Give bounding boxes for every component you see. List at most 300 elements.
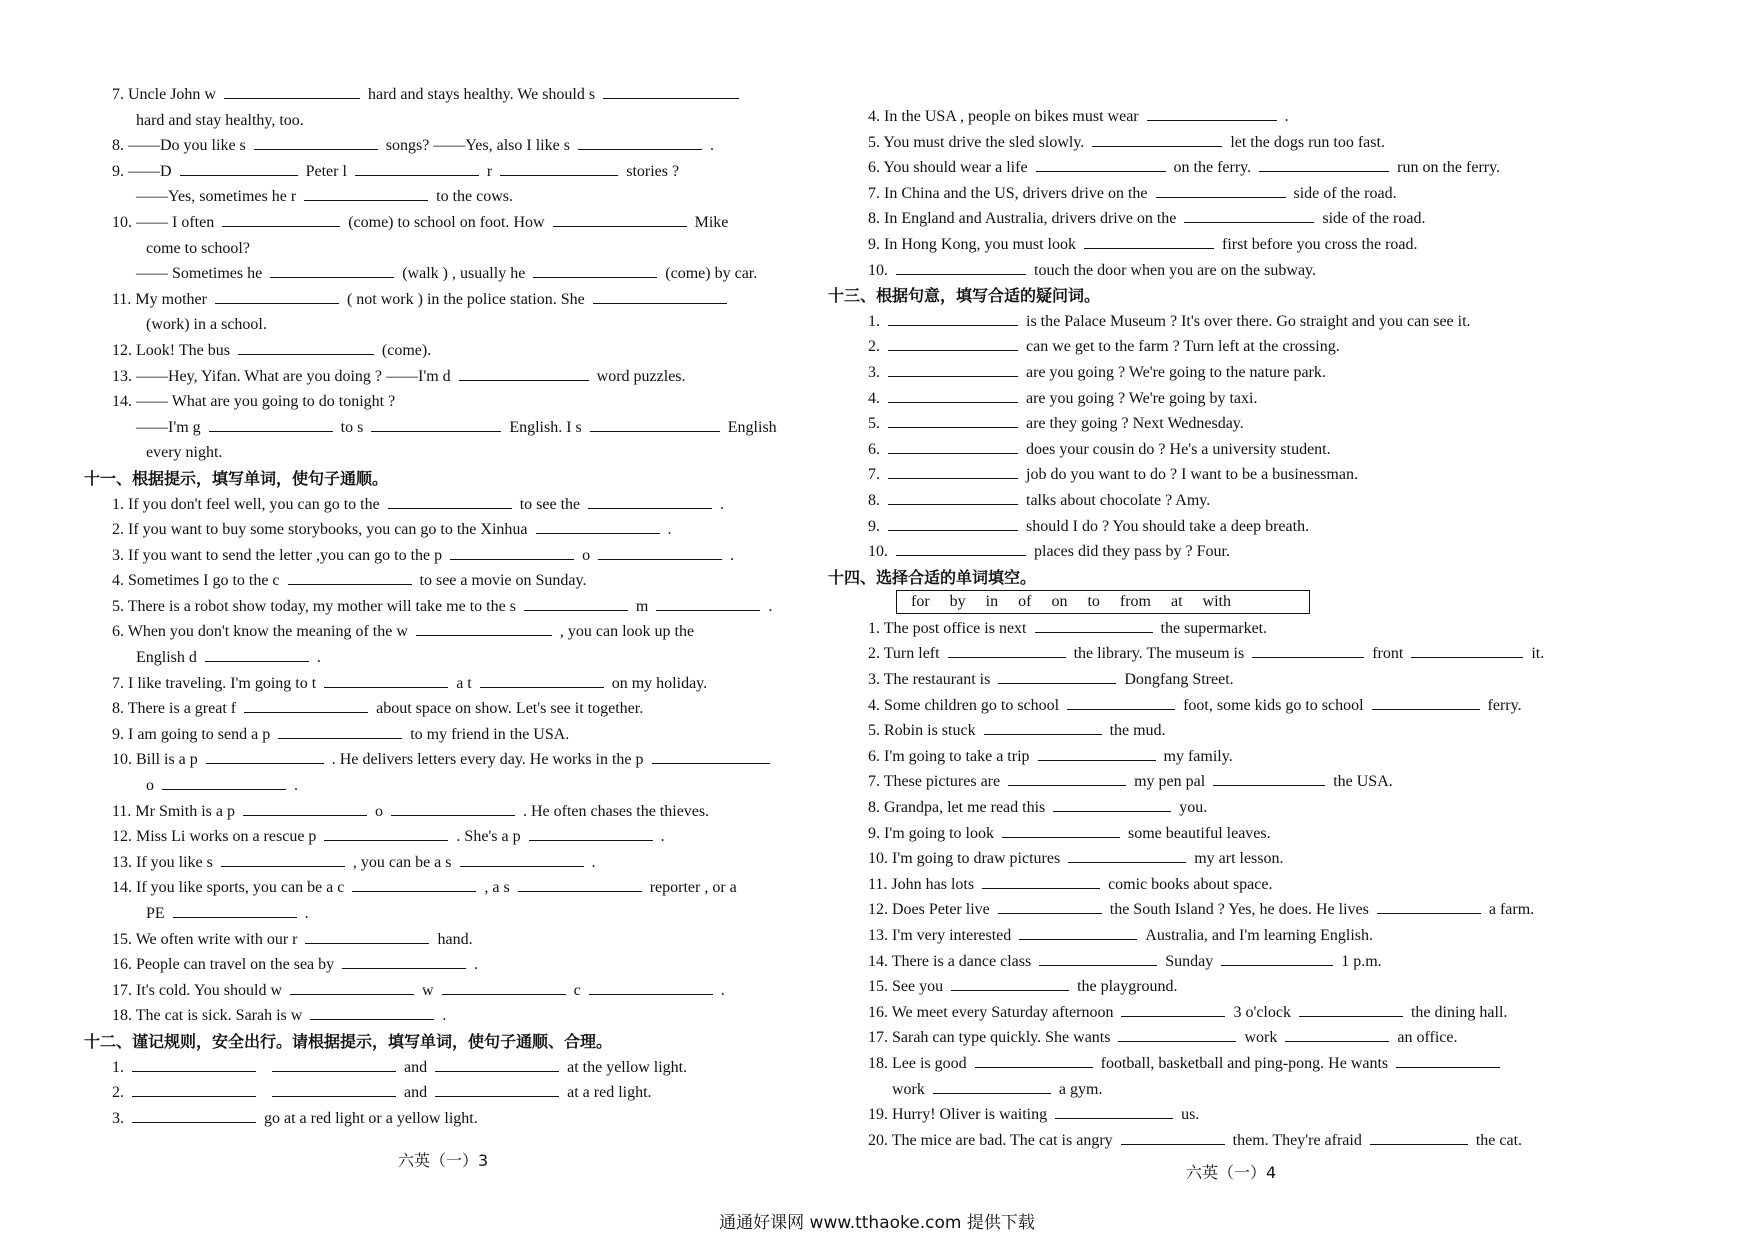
answer-blank[interactable] — [1147, 104, 1277, 121]
answer-blank[interactable] — [984, 718, 1102, 735]
exercise-line — [868, 386, 1638, 412]
exercise-text: 14. If you like sports, you can be a c — [112, 879, 345, 897]
exercise-text: to see the — [519, 495, 581, 513]
exercise-text: and — [404, 1058, 428, 1076]
answer-blank[interactable] — [205, 645, 309, 662]
exercise-text: . — [442, 1007, 447, 1025]
exercise-text: them. They're afraid — [1232, 1131, 1362, 1149]
exercise-line — [112, 1055, 824, 1081]
answer-blank[interactable] — [1036, 155, 1166, 172]
answer-blank[interactable] — [1092, 130, 1222, 147]
answer-blank[interactable] — [888, 411, 1018, 428]
exercise-text: 十三、根据句意，填写合适的疑问词。 — [828, 286, 1101, 306]
answer-blank[interactable] — [324, 824, 448, 841]
exercise-line — [112, 671, 824, 697]
exercise-text: it. — [1531, 645, 1545, 663]
exercise-text: . — [720, 495, 725, 513]
answer-blank[interactable] — [518, 875, 642, 892]
exercise-line — [112, 1003, 824, 1029]
answer-blank[interactable] — [222, 210, 340, 227]
exercise-line — [868, 923, 1638, 949]
exercise-line — [112, 901, 824, 927]
exercise-text: Mike — [694, 213, 729, 231]
exercise-line — [868, 437, 1638, 463]
exercise-text: English d — [136, 649, 197, 667]
exercise-text: 1 p.m. — [1341, 952, 1382, 970]
exercise-text: 2. If you want to buy some storybooks, you can go to the Xinhua — [112, 521, 528, 539]
exercise-line — [112, 543, 824, 569]
answer-blank[interactable] — [173, 901, 297, 918]
exercise-text: 2. — [868, 338, 880, 356]
answer-blank[interactable] — [435, 1055, 559, 1072]
exercise-line — [868, 897, 1638, 923]
answer-blank[interactable] — [132, 1106, 256, 1123]
exercise-text: Australia, and I'm learning English. — [1145, 927, 1373, 944]
answer-blank[interactable] — [450, 543, 574, 560]
answer-blank[interactable] — [1377, 897, 1481, 914]
exercise-text: 13. I'm very interested — [868, 927, 1012, 944]
answer-blank[interactable] — [272, 1080, 396, 1097]
exercise-text: hand. — [437, 930, 473, 948]
exercise-text: 4. In the USA , people on bikes must wear — [868, 108, 1139, 125]
exercise-text: 3. The restaurant is — [868, 671, 991, 689]
exercise-text: my family. — [1163, 747, 1233, 765]
exercise-text: some beautiful leaves. — [1128, 824, 1271, 842]
exercise-line — [868, 795, 1638, 821]
exercise-text: ——Yes, sometimes he r — [136, 188, 297, 206]
exercise-text: w — [422, 981, 434, 999]
exercise-text: 10. Bill is a p — [112, 751, 198, 769]
exercise-line — [112, 159, 824, 185]
answer-blank[interactable] — [888, 462, 1018, 479]
answer-blank[interactable] — [162, 773, 286, 790]
answer-blank[interactable] — [388, 492, 512, 509]
answer-blank[interactable] — [288, 568, 412, 585]
answer-blank[interactable] — [391, 799, 515, 816]
answer-blank[interactable] — [352, 875, 476, 892]
answer-blank[interactable] — [1067, 693, 1175, 710]
answer-blank[interactable] — [310, 1003, 434, 1020]
exercise-text: , a s — [484, 879, 510, 897]
word-bank-box — [896, 590, 1310, 614]
answer-blank[interactable] — [1259, 155, 1389, 172]
exercise-text: the USA. — [1333, 773, 1393, 791]
exercise-text: 7. In China and the US, drivers drive on the — [868, 184, 1148, 202]
answer-blank[interactable] — [888, 386, 1018, 403]
exercise-text: o — [374, 802, 383, 820]
answer-blank[interactable] — [603, 82, 739, 99]
answer-blank[interactable] — [324, 671, 448, 688]
answer-blank[interactable] — [888, 437, 1018, 454]
answer-blank[interactable] — [416, 619, 552, 636]
exercise-text: the cat. — [1475, 1131, 1523, 1149]
exercise-text: the mud. — [1109, 722, 1166, 740]
answer-blank[interactable] — [1396, 1051, 1500, 1068]
exercise-text: 14. There is a dance class — [868, 952, 1032, 970]
answer-blank[interactable] — [1213, 769, 1325, 786]
exercise-text: (work) in a school. — [146, 316, 267, 334]
answer-blank[interactable] — [1002, 821, 1120, 838]
exercise-line — [112, 696, 824, 722]
exercise-text: English — [727, 418, 777, 436]
answer-blank[interactable] — [1221, 949, 1333, 966]
exercise-text: . — [294, 777, 298, 795]
exercise-text: hard and stays healthy. We should s — [367, 86, 596, 103]
exercise-line — [112, 236, 824, 262]
exercise-text: . — [660, 828, 665, 846]
answer-blank[interactable] — [1156, 181, 1286, 198]
answer-blank[interactable] — [1008, 769, 1126, 786]
exercise-text: a t — [456, 674, 472, 692]
exercise-line — [112, 364, 824, 390]
word-bank-word: for — [911, 593, 930, 611]
exercise-text: m — [635, 597, 649, 615]
exercise-text: does your cousin do ? He's a university student. — [1026, 440, 1331, 458]
exercise-line — [868, 1000, 1638, 1026]
answer-blank[interactable] — [272, 1055, 396, 1072]
answer-blank[interactable] — [305, 927, 429, 944]
exercise-text: 8. ——Do you like s — [112, 137, 246, 155]
exercise-line — [868, 949, 1638, 975]
word-bank-word: with — [1202, 593, 1231, 611]
exercise-text: . — [591, 853, 596, 871]
word-bank-word: to — [1087, 593, 1100, 611]
exercise-text: 11. Mr Smith is a p — [112, 802, 235, 820]
answer-blank[interactable] — [342, 952, 466, 969]
exercise-text: my pen pal — [1134, 773, 1206, 791]
exercise-text: on the ferry. — [1173, 159, 1252, 177]
exercise-line — [868, 667, 1638, 693]
answer-blank[interactable] — [221, 850, 345, 867]
answer-blank[interactable] — [589, 978, 713, 995]
exercise-text: comic books about space. — [1108, 875, 1273, 893]
answer-blank[interactable] — [459, 364, 589, 381]
exercise-text: 3. — [868, 363, 880, 381]
exercise-text: 8. — [868, 491, 880, 509]
exercise-text: us. — [1181, 1106, 1200, 1124]
answer-blank[interactable] — [998, 897, 1102, 914]
exercise-line — [868, 258, 1638, 284]
exercise-line — [868, 206, 1638, 232]
exercise-text: 11. John has lots — [868, 875, 975, 893]
exercise-text: to my friend in the USA. — [410, 725, 570, 743]
exercise-line — [112, 927, 824, 953]
answer-blank[interactable] — [652, 747, 770, 764]
exercise-text: 17. It's cold. You should w — [112, 981, 283, 999]
exercise-text: is the Palace Museum ? It's over there. Go straight and you can see it. — [1026, 312, 1471, 330]
exercise-text: side of the road. — [1293, 184, 1397, 202]
exercise-text: the playground. — [1077, 978, 1178, 996]
exercise-text: front — [1372, 645, 1404, 663]
exercise-text: 5. — [868, 415, 880, 433]
exercise-text: 3. — [112, 1109, 124, 1127]
answer-blank[interactable] — [982, 872, 1100, 889]
exercise-line — [112, 338, 824, 364]
exercise-text: hard and stay healthy, too. — [136, 111, 304, 129]
exercise-text: stories ? — [626, 162, 680, 180]
exercise-text: 十四、选择合适的单词填空。 — [828, 567, 1037, 587]
exercise-text: 12. Look! The bus — [112, 341, 230, 359]
answer-blank[interactable] — [480, 671, 604, 688]
exercise-text: 12. Miss Li works on a rescue p — [112, 828, 317, 846]
answer-blank[interactable] — [132, 1055, 256, 1072]
exercise-line — [868, 309, 1638, 335]
answer-blank[interactable] — [896, 539, 1026, 556]
exercise-line — [112, 312, 824, 338]
exercise-text: let the dogs run too fast. — [1230, 133, 1385, 151]
exercise-text: an office. — [1397, 1029, 1458, 1047]
exercise-line — [112, 108, 824, 134]
exercise-text: 5. You must drive the sled slowly. — [868, 133, 1085, 151]
exercise-line — [868, 744, 1638, 770]
answer-blank[interactable] — [578, 133, 702, 150]
word-bank-word: of — [1018, 593, 1032, 611]
exercise-text: 十一、根据提示，填写单词，使句子通顺。 — [84, 468, 389, 488]
exercise-line — [868, 411, 1638, 437]
exercise-text: should I do ? You should take a deep breath. — [1026, 517, 1310, 535]
answer-blank[interactable] — [656, 594, 760, 611]
answer-blank[interactable] — [355, 159, 479, 176]
exercise-text: 7. I like traveling. I'm going to t — [112, 674, 317, 692]
answer-blank[interactable] — [1285, 1025, 1389, 1042]
answer-blank[interactable] — [500, 159, 618, 176]
exercise-text: 4. — [868, 389, 880, 407]
exercise-line — [112, 440, 824, 466]
exercise-text: 1. The post office is next — [868, 619, 1027, 637]
exercise-line — [868, 1025, 1638, 1051]
exercise-line — [112, 210, 824, 236]
exercise-text: 8. There is a great f — [112, 700, 237, 718]
exercise-text: 5. Robin is stuck — [868, 722, 976, 740]
exercise-text: and — [404, 1084, 428, 1102]
answer-blank[interactable] — [270, 261, 394, 278]
answer-blank[interactable] — [1299, 1000, 1403, 1017]
section-heading — [84, 1029, 824, 1055]
exercise-line — [112, 184, 824, 210]
exercise-text: . — [709, 137, 714, 155]
exercise-text: ferry. — [1487, 696, 1522, 714]
exercise-line — [112, 747, 824, 773]
answer-blank[interactable] — [593, 287, 727, 304]
exercise-text: o — [582, 546, 591, 564]
exercise-text: . — [304, 905, 309, 922]
exercise-line — [112, 1106, 824, 1132]
exercise-text: . He delivers letters every day. He works in the p — [331, 751, 644, 769]
exercise-text: a farm. — [1488, 901, 1535, 919]
exercise-text: job do you want to do ? I want to be a businessman. — [1026, 466, 1358, 484]
answer-blank[interactable] — [1184, 206, 1314, 223]
exercise-text: , you can be a s — [352, 853, 452, 871]
answer-blank[interactable] — [244, 696, 368, 713]
exercise-text: 8. Grandpa, let me read this — [868, 799, 1046, 817]
answer-blank[interactable] — [1084, 232, 1214, 249]
exercise-text: PE — [146, 905, 165, 922]
right-page-number: 六英（一）4 — [1186, 1163, 1277, 1182]
answer-blank[interactable] — [435, 1080, 559, 1097]
exercise-line — [112, 875, 824, 901]
answer-blank[interactable] — [888, 334, 1018, 351]
answer-blank[interactable] — [215, 287, 339, 304]
exercise-text: go at a red light or a yellow light. — [264, 1109, 478, 1127]
answer-blank[interactable] — [254, 133, 378, 150]
exercise-text: 18. The cat is sick. Sarah is w — [112, 1007, 303, 1025]
section-heading — [84, 466, 824, 492]
word-bank-row — [868, 590, 1638, 616]
site-watermark: 通通好课网 www.tthaoke.com 提供下载 — [719, 1213, 1035, 1233]
exercise-text: Dongfang Street. — [1124, 671, 1234, 689]
answer-blank[interactable] — [533, 261, 657, 278]
exercise-line — [868, 616, 1638, 642]
answer-blank[interactable] — [243, 799, 367, 816]
answer-blank[interactable] — [304, 184, 428, 201]
exercise-text: 1. — [112, 1058, 124, 1076]
exercise-text: you. — [1179, 799, 1208, 817]
answer-blank[interactable] — [1035, 616, 1153, 633]
exercise-text: 10. I'm going to draw pictures — [868, 850, 1061, 868]
answer-blank[interactable] — [998, 667, 1116, 684]
answer-blank[interactable] — [933, 1077, 1051, 1094]
exercise-line — [868, 181, 1638, 207]
answer-blank[interactable] — [206, 747, 324, 764]
exercise-text: 9. ——D — [112, 162, 172, 180]
left-page-column — [84, 82, 824, 1131]
exercise-text: . — [730, 546, 735, 564]
exercise-line — [112, 850, 824, 876]
answer-blank[interactable] — [888, 309, 1018, 326]
answer-blank[interactable] — [132, 1080, 256, 1097]
exercise-line — [868, 693, 1638, 719]
exercise-line — [868, 360, 1638, 386]
exercise-text: the supermarket. — [1160, 619, 1268, 637]
exercise-text: the South Island ? Yes, he does. He lives — [1109, 901, 1369, 919]
exercise-text: 19. Hurry! Oliver is waiting — [868, 1106, 1048, 1124]
answer-blank[interactable] — [238, 338, 374, 355]
section-heading — [828, 283, 1638, 309]
exercise-text: places did they pass by ? Four. — [1034, 543, 1230, 561]
exercise-text: . She's a p — [456, 828, 521, 846]
exercise-text: (come) to school on foot. How — [348, 213, 545, 231]
answer-blank[interactable] — [1372, 693, 1480, 710]
answer-blank[interactable] — [1038, 744, 1156, 761]
answer-blank[interactable] — [1039, 949, 1157, 966]
right-page-column — [828, 104, 1638, 1153]
answer-blank[interactable] — [888, 488, 1018, 505]
exercise-text: ——I'm g — [136, 418, 201, 436]
answer-blank[interactable] — [442, 978, 566, 995]
answer-blank[interactable] — [590, 415, 720, 432]
exercise-text: (come). — [381, 341, 432, 359]
answer-blank[interactable] — [1411, 641, 1523, 658]
answer-blank[interactable] — [1121, 1128, 1225, 1145]
exercise-line — [868, 872, 1638, 898]
exercise-text: 9. I am going to send a p — [112, 725, 271, 743]
exercise-text: 6. — [868, 440, 880, 458]
exercise-text: run on the ferry. — [1397, 159, 1501, 177]
answer-blank[interactable] — [1055, 1102, 1173, 1119]
exercise-text: (come) by car. — [665, 265, 758, 283]
answer-blank[interactable] — [290, 978, 414, 995]
answer-blank[interactable] — [224, 82, 360, 99]
answer-blank[interactable] — [209, 415, 333, 432]
section-heading — [828, 565, 1638, 591]
answer-blank[interactable] — [536, 517, 660, 534]
exercise-line — [868, 514, 1638, 540]
answer-blank[interactable] — [529, 824, 653, 841]
answer-blank[interactable] — [553, 210, 687, 227]
answer-blank[interactable] — [460, 850, 584, 867]
answer-blank[interactable] — [896, 258, 1026, 275]
exercise-text: 4. Some children go to school — [868, 696, 1060, 714]
exercise-line — [112, 492, 824, 518]
exercise-text: word puzzles. — [596, 367, 686, 385]
exercise-text: 10. — [868, 543, 888, 561]
answer-blank[interactable] — [975, 1051, 1093, 1068]
answer-blank[interactable] — [888, 514, 1018, 531]
exercise-line — [868, 718, 1638, 744]
exercise-text: about space on show. Let's see it together. — [376, 700, 644, 718]
exercise-text: 十二、谨记规则，安全出行。请根据提示，填写单词，使句子通顺、合理。 — [84, 1031, 613, 1051]
answer-blank[interactable] — [1068, 846, 1186, 863]
exercise-text: work — [1244, 1029, 1278, 1047]
answer-blank[interactable] — [951, 974, 1069, 991]
word-bank-word: by — [949, 593, 966, 611]
answer-blank[interactable] — [1121, 1000, 1225, 1017]
exercise-text: football, basketball and ping-pong. He wants — [1100, 1054, 1389, 1072]
exercise-text: . — [720, 981, 725, 999]
exercise-text: 14. —— What are you going to do tonight ? — [112, 393, 396, 411]
answer-blank[interactable] — [1252, 641, 1364, 658]
answer-blank[interactable] — [1370, 1128, 1468, 1145]
answer-blank[interactable] — [588, 492, 712, 509]
answer-blank[interactable] — [1053, 795, 1171, 812]
answer-blank[interactable] — [948, 641, 1066, 658]
exercise-text: on my holiday. — [611, 674, 708, 692]
exercise-line — [112, 261, 824, 287]
answer-blank[interactable] — [1019, 923, 1137, 940]
exercise-line — [868, 462, 1638, 488]
exercise-line — [868, 232, 1638, 258]
exercise-text: 13. ——Hey, Yifan. What are you doing ? ——I'm d — [112, 367, 451, 385]
exercise-text: to see a movie on Sunday. — [419, 572, 587, 590]
answer-blank[interactable] — [1118, 1025, 1236, 1042]
answer-blank[interactable] — [888, 360, 1018, 377]
exercise-line — [868, 488, 1638, 514]
answer-blank[interactable] — [371, 415, 501, 432]
exercise-text: . — [1284, 108, 1289, 125]
exercise-text: r — [486, 162, 493, 180]
answer-blank[interactable] — [524, 594, 628, 611]
exercise-line — [112, 824, 824, 850]
exercise-line — [112, 517, 824, 543]
exercise-text: 1. — [868, 312, 880, 330]
exercise-line — [112, 415, 824, 441]
exercise-text: can we get to the farm ? Turn left at the crossing. — [1026, 338, 1340, 356]
exercise-line — [112, 133, 824, 159]
exercise-text: 10. —— I often — [112, 213, 215, 231]
answer-blank[interactable] — [598, 543, 722, 560]
answer-blank[interactable] — [278, 722, 402, 739]
exercise-text: Sunday — [1165, 952, 1214, 970]
exercise-text: at a red light. — [567, 1084, 652, 1102]
exercise-line — [112, 568, 824, 594]
word-bank-word: in — [985, 593, 999, 611]
exercise-text: 11. My mother — [112, 290, 207, 308]
exercise-text: ( not work ) in the police station. She — [346, 290, 585, 308]
exercise-line — [112, 1080, 824, 1106]
exercise-text: 6. When you don't know the meaning of the w — [112, 623, 408, 641]
exercise-line — [112, 389, 824, 415]
answer-blank[interactable] — [180, 159, 298, 176]
